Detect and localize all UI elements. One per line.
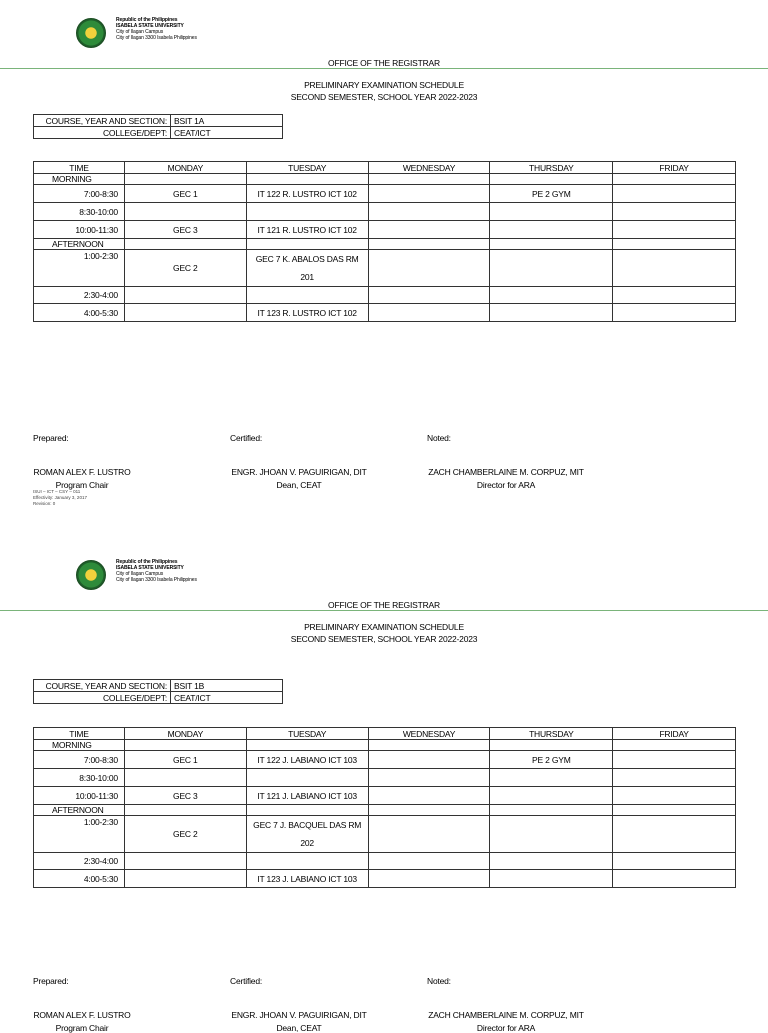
noted-label: Noted: bbox=[427, 976, 451, 986]
table-row bbox=[34, 751, 736, 769]
college-value: CEAT/ICT bbox=[171, 127, 283, 139]
morning-label: MORNING bbox=[34, 174, 125, 185]
noted-title: Director for ARA bbox=[476, 480, 536, 490]
office-title: OFFICE OF THE REGISTRAR bbox=[328, 600, 440, 610]
noted-title: Director for ARA bbox=[476, 1023, 536, 1033]
exam-cell: IT 122 R. LUSTRO ICT 102 bbox=[246, 185, 368, 203]
table-row bbox=[34, 239, 736, 250]
exam-cell: GEC 2 bbox=[124, 250, 246, 287]
exam-cell: GEC 7 K. ABALOS DAS RM 201 bbox=[246, 250, 368, 287]
table-row bbox=[34, 250, 736, 287]
campus-text: City of Ilagan Campus bbox=[116, 571, 164, 577]
table-row bbox=[34, 853, 736, 870]
semester-title: SECOND SEMESTER, SCHOOL YEAR 2022-2023 bbox=[290, 634, 478, 644]
time-cell: 8:30-10:00 bbox=[34, 203, 125, 221]
time-cell: 2:30-4:00 bbox=[34, 287, 125, 304]
course-label: COURSE, YEAR AND SECTION: bbox=[34, 680, 171, 692]
college-label: COLLEGE/DEPT: bbox=[34, 127, 171, 139]
republic-text: Republic of the Philippines bbox=[116, 559, 178, 565]
revision-text: Revision: 0 bbox=[33, 501, 56, 506]
semester-title: SECOND SEMESTER, SCHOOL YEAR 2022-2023 bbox=[290, 92, 478, 102]
thursday-header: THURSDAY bbox=[490, 162, 613, 174]
time-cell: 4:00-5:30 bbox=[34, 870, 125, 888]
prepared-name: ROMAN ALEX F. LUSTRO bbox=[33, 467, 131, 477]
exam-cell: PE 2 GYM bbox=[490, 751, 613, 769]
table-row bbox=[34, 203, 736, 221]
university-seal-icon bbox=[76, 560, 106, 590]
time-cell: 4:00-5:30 bbox=[34, 304, 125, 322]
time-cell: 1:00-2:30 bbox=[34, 816, 125, 853]
section-info-table bbox=[33, 679, 283, 704]
prepared-title: Program Chair bbox=[55, 1023, 109, 1033]
table-row bbox=[34, 185, 736, 203]
certified-title: Dean, CEAT bbox=[276, 480, 322, 490]
university-header bbox=[116, 17, 197, 41]
tuesday-header: TUESDAY bbox=[246, 728, 368, 740]
exam-schedule-table bbox=[33, 161, 736, 322]
republic-text: Republic of the Philippines bbox=[116, 17, 178, 23]
monday-header: MONDAY bbox=[124, 728, 246, 740]
exam-cell: IT 121 R. LUSTRO ICT 102 bbox=[246, 221, 368, 239]
exam-cell: GEC 1 bbox=[124, 751, 246, 769]
exam-cell: IT 122 J. LABIANO ICT 103 bbox=[246, 751, 368, 769]
tuesday-header: TUESDAY bbox=[246, 162, 368, 174]
thursday-header: THURSDAY bbox=[490, 728, 613, 740]
university-seal-icon bbox=[76, 18, 106, 48]
effectivity-text: Effectivity: January 3, 2017 bbox=[33, 495, 87, 500]
table-header-row bbox=[34, 728, 736, 740]
table-header-row bbox=[34, 162, 736, 174]
certified-name: ENGR. JHOAN V. PAGUIRIGAN, DIT bbox=[231, 467, 367, 477]
table-row bbox=[34, 769, 736, 787]
table-row bbox=[34, 805, 736, 816]
noted-name: ZACH CHAMBERLAINE M. CORPUZ, MIT bbox=[428, 1010, 584, 1020]
university-name: ISABELA STATE UNIVERSITY bbox=[116, 565, 184, 571]
table-row bbox=[34, 304, 736, 322]
time-header: TIME bbox=[34, 162, 125, 174]
friday-header: FRIDAY bbox=[613, 728, 736, 740]
monday-header: MONDAY bbox=[124, 162, 246, 174]
exam-title: PRELIMINARY EXAMINATION SCHEDULE bbox=[304, 622, 464, 632]
time-cell: 8:30-10:00 bbox=[34, 769, 125, 787]
exam-cell: PE 2 GYM bbox=[490, 185, 613, 203]
certified-title: Dean, CEAT bbox=[276, 1023, 322, 1033]
form-code-text: ISUI – ICT – CSY – 011 bbox=[33, 489, 81, 494]
time-cell: 1:00-2:30 bbox=[34, 250, 125, 287]
exam-cell: IT 123 R. LUSTRO ICT 102 bbox=[246, 304, 368, 322]
form-code bbox=[33, 489, 87, 507]
exam-cell: IT 123 J. LABIANO ICT 103 bbox=[246, 870, 368, 888]
wednesday-header: WEDNESDAY bbox=[368, 728, 490, 740]
header-divider bbox=[0, 610, 768, 611]
time-cell: 7:00-8:30 bbox=[34, 185, 125, 203]
table-row bbox=[34, 287, 736, 304]
university-header bbox=[116, 559, 197, 583]
university-name: ISABELA STATE UNIVERSITY bbox=[116, 23, 184, 29]
address-text: City of Ilagan 3300 Isabela Philippines bbox=[116, 577, 197, 583]
certified-label: Certified: bbox=[230, 433, 263, 443]
exam-cell: GEC 2 bbox=[124, 816, 246, 853]
prepared-label: Prepared: bbox=[33, 433, 69, 443]
noted-name: ZACH CHAMBERLAINE M. CORPUZ, MIT bbox=[428, 467, 584, 477]
table-row bbox=[34, 870, 736, 888]
address-text: City of Ilagan 3300 Isabela Philippines bbox=[116, 35, 197, 41]
table-row bbox=[34, 221, 736, 239]
time-header: TIME bbox=[34, 728, 125, 740]
prepared-signatory bbox=[33, 1010, 131, 1033]
prepared-name: ROMAN ALEX F. LUSTRO bbox=[33, 1010, 131, 1020]
table-row bbox=[34, 787, 736, 805]
college-value: CEAT/ICT bbox=[171, 692, 283, 704]
campus-text: City of Ilagan Campus bbox=[116, 29, 164, 35]
exam-cell: GEC 1 bbox=[124, 185, 246, 203]
time-cell: 7:00-8:30 bbox=[34, 751, 125, 769]
course-label: COURSE, YEAR AND SECTION: bbox=[34, 115, 171, 127]
prepared-label: Prepared: bbox=[33, 976, 69, 986]
friday-header: FRIDAY bbox=[613, 162, 736, 174]
exam-title: PRELIMINARY EXAMINATION SCHEDULE bbox=[304, 80, 464, 90]
wednesday-header: WEDNESDAY bbox=[368, 162, 490, 174]
time-cell: 10:00-11:30 bbox=[34, 787, 125, 805]
table-row bbox=[34, 816, 736, 853]
afternoon-label: AFTERNOON bbox=[34, 805, 125, 816]
exam-cell: GEC 3 bbox=[124, 787, 246, 805]
exam-schedule-table bbox=[33, 727, 736, 888]
section-info-table bbox=[33, 114, 283, 139]
college-label: COLLEGE/DEPT: bbox=[34, 692, 171, 704]
exam-cell: IT 121 J. LABIANO ICT 103 bbox=[246, 787, 368, 805]
course-value: BSIT 1B bbox=[171, 680, 283, 692]
certified-label: Certified: bbox=[230, 976, 263, 986]
prepared-signatory bbox=[33, 467, 131, 490]
table-row bbox=[34, 174, 736, 185]
time-cell: 2:30-4:00 bbox=[34, 853, 125, 870]
exam-cell: GEC 7 J. BACQUEL DAS RM 202 bbox=[246, 816, 368, 853]
certified-signatory bbox=[228, 467, 370, 490]
prepared-title: Program Chair bbox=[55, 480, 109, 490]
header-divider bbox=[0, 68, 768, 69]
table-row bbox=[34, 740, 736, 751]
noted-signatory bbox=[425, 467, 587, 490]
exam-cell: GEC 3 bbox=[124, 221, 246, 239]
morning-label: MORNING bbox=[34, 740, 125, 751]
certified-signatory bbox=[228, 1010, 370, 1033]
course-value: BSIT 1A bbox=[171, 115, 283, 127]
certified-name: ENGR. JHOAN V. PAGUIRIGAN, DIT bbox=[231, 1010, 367, 1020]
noted-label: Noted: bbox=[427, 433, 451, 443]
noted-signatory bbox=[425, 1010, 587, 1033]
afternoon-label: AFTERNOON bbox=[34, 239, 125, 250]
time-cell: 10:00-11:30 bbox=[34, 221, 125, 239]
office-title: OFFICE OF THE REGISTRAR bbox=[328, 58, 440, 68]
